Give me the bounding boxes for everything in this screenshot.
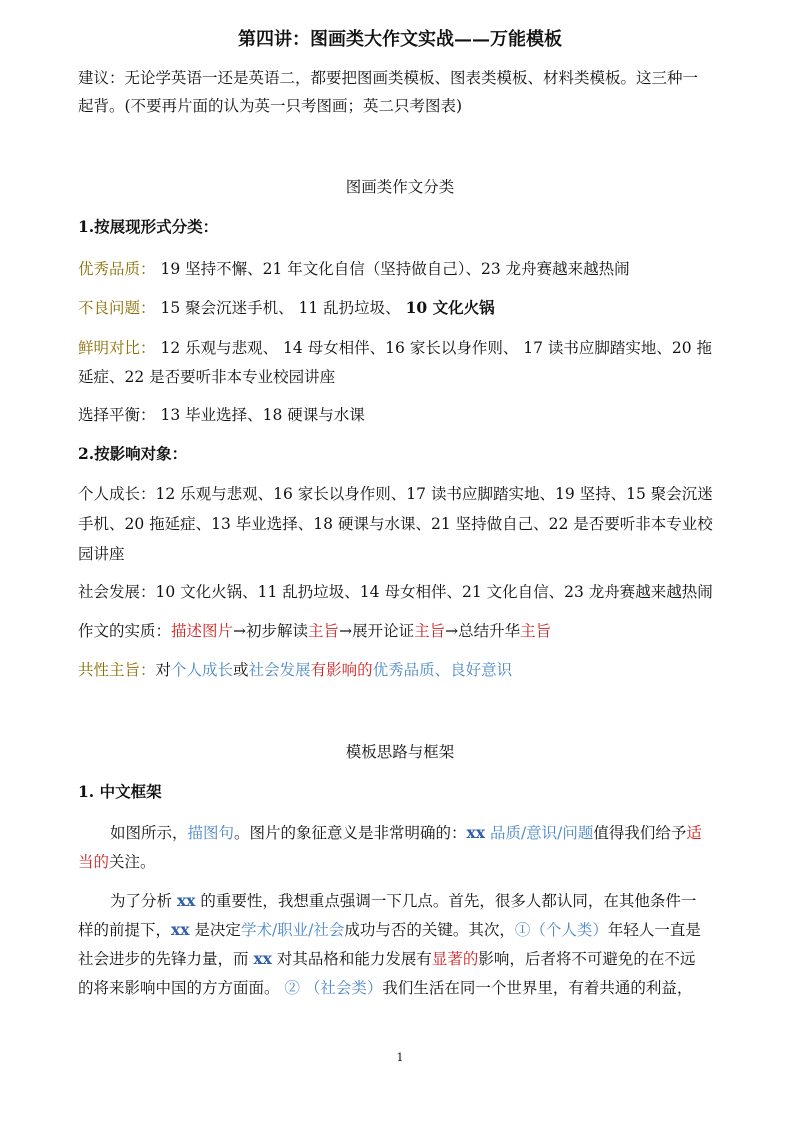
label-contrast: 鲜明对比：: [78, 339, 156, 357]
para2-l3e: 影响，后者将不可避免的在不远: [478, 950, 696, 968]
text-choice: 13 毕业选择、18 硬课与水课: [160, 406, 365, 424]
essence-argue: 展开论证: [352, 622, 415, 640]
personal-line-1: 个人成长：12 乐观与悲观、16 家长以身作则、17 读书应脚踏实地、19 坚持、15 聚会沉迷: [78, 485, 713, 503]
common-social: 社会发展: [248, 661, 311, 679]
para2-l1a: 为了分析: [110, 892, 177, 910]
para2-l3a: 社会进步的先锋力量，而: [78, 950, 254, 968]
para2-significant: 显著的: [431, 950, 479, 968]
heading-by-target: 2.按影响对象：: [78, 444, 188, 463]
text-bad-bold: 10 文化火锅: [405, 298, 495, 317]
para2-xx-2: xx: [171, 920, 190, 939]
common-impact: 有影响的: [310, 661, 373, 679]
para2-line-3: [78, 949, 695, 969]
essence-conclude: 总结升华: [458, 622, 521, 640]
row-contrast: [78, 338, 712, 358]
personal-line-3: 园讲座: [78, 545, 125, 563]
para2-line-2: [78, 920, 701, 940]
essence-describe: 描述图片: [171, 622, 234, 640]
common-t1: 对: [155, 661, 172, 679]
row-choice: [78, 405, 365, 425]
common-theme-line: [78, 660, 512, 680]
essence-initial: 初步解读: [246, 622, 309, 640]
essence-theme-1: 主旨: [308, 622, 340, 640]
para1-line-1: [110, 823, 702, 843]
personal-line-2: 手机、20 拖延症、13 毕业选择、18 硬课与水课、21 坚持做自己、22 是否要听非本专业校: [78, 515, 713, 533]
common-t3: 或: [233, 661, 249, 679]
section-title-classification: 图画类作文分类: [345, 178, 455, 196]
label-bad: 不良问题：: [78, 299, 156, 317]
text-contrast-1: 12 乐观与悲观、 14 母女相伴、16 家长以身作则、 17 读书应脚踏实地、20 拖: [160, 339, 713, 357]
heading-number: 1.: [78, 782, 95, 801]
text-contrast-2: 延症、22 是否要听非本专业校园讲座: [78, 368, 336, 386]
para1-h: 当的: [78, 853, 110, 871]
para1-xx: xx: [466, 823, 486, 842]
arrow-icon: →: [445, 622, 459, 640]
para2-domains: 学术/职业/社会: [240, 921, 345, 939]
para2-l4c: 我们生活在同一个世界里，有着共通的利益，: [382, 979, 693, 997]
para2-l2a: 样的前提下，: [78, 921, 172, 939]
para2-social-tag: ② （社会类）: [284, 979, 383, 997]
heading-text: 中文框架: [99, 782, 162, 801]
social-line: 社会发展：10 文化火锅、11 乱扔垃圾、14 母女相伴、21 文化自信、23 龙舟赛越来越热闹: [78, 583, 713, 601]
essence-theme-3: 主旨: [520, 622, 552, 640]
arrow-icon: →: [339, 622, 353, 640]
arrow-icon: →: [233, 622, 247, 640]
para1-c: 。图片的象征意义是非常明确的：: [234, 824, 467, 842]
para2-l2g: 年轻人一直是: [607, 921, 701, 939]
common-quality: 优秀品质、良好意识: [372, 661, 513, 679]
para1-quality: 品质/意识/问题: [485, 824, 594, 842]
section-title-template: 模板思路与框架: [345, 743, 455, 761]
para2-line-4: [78, 978, 692, 998]
common-personal: 个人成长: [171, 661, 234, 679]
intro-line-1: 建议：无论学英语一还是英语二，都要把图画类模板、图表类模板、材料类模板。这三种一: [78, 69, 699, 87]
text-excellent: 19 坚持不懈、21 年文化自信（坚持做自己）、23 龙舟赛越来越热闹: [160, 260, 630, 278]
page-number: 1: [396, 1051, 404, 1064]
para2-personal-tag: ①（个人类）: [514, 921, 608, 939]
para1-line-2: [78, 852, 156, 872]
row-bad-problem: [78, 298, 495, 318]
para2-l4a: 的将来影响中国的方方面面。: [78, 979, 285, 997]
essence-label: 作文的实质：: [78, 622, 172, 640]
row-excellent-quality: [78, 259, 630, 279]
para2-l2c: 是决定: [189, 921, 241, 939]
para1-describe: 描图句: [187, 824, 235, 842]
intro-line-2: 起背。(不要再片面的认为英一只考图画；英二只考图表): [78, 97, 463, 115]
para1-f: 值得我们给予: [593, 824, 687, 842]
label-excellent: 优秀品质：: [78, 260, 156, 278]
text-bad: 15 聚会沉迷手机、 11 乱扔垃圾、: [160, 299, 401, 317]
label-choice: 选择平衡：: [78, 406, 156, 424]
para2-xx-3: xx: [253, 949, 272, 968]
para2-l2e: 成功与否的关键。其次，: [344, 921, 515, 939]
para1-g: 适: [686, 824, 702, 842]
common-label: 共性主旨：: [78, 661, 156, 679]
heading-chinese-framework: [78, 782, 162, 802]
para2-l3c: 对其品格和能力发展有: [271, 950, 432, 968]
para2-xx-1: xx: [176, 891, 196, 910]
page-title: 第四讲：图画类大作文实战——万能模板: [238, 29, 562, 50]
essence-line: [78, 621, 551, 641]
heading-by-form: 1.按展现形式分类：: [78, 217, 219, 236]
essence-theme-2: 主旨: [414, 622, 446, 640]
para2-l1c: 的重要性，我想重点强调一下几点。首先，很多人都认同，在其他条件一: [195, 892, 697, 910]
para1-a: 如图所示，: [110, 824, 188, 842]
para2-line-1: [110, 891, 696, 911]
para1-i: 关注。: [109, 853, 156, 871]
